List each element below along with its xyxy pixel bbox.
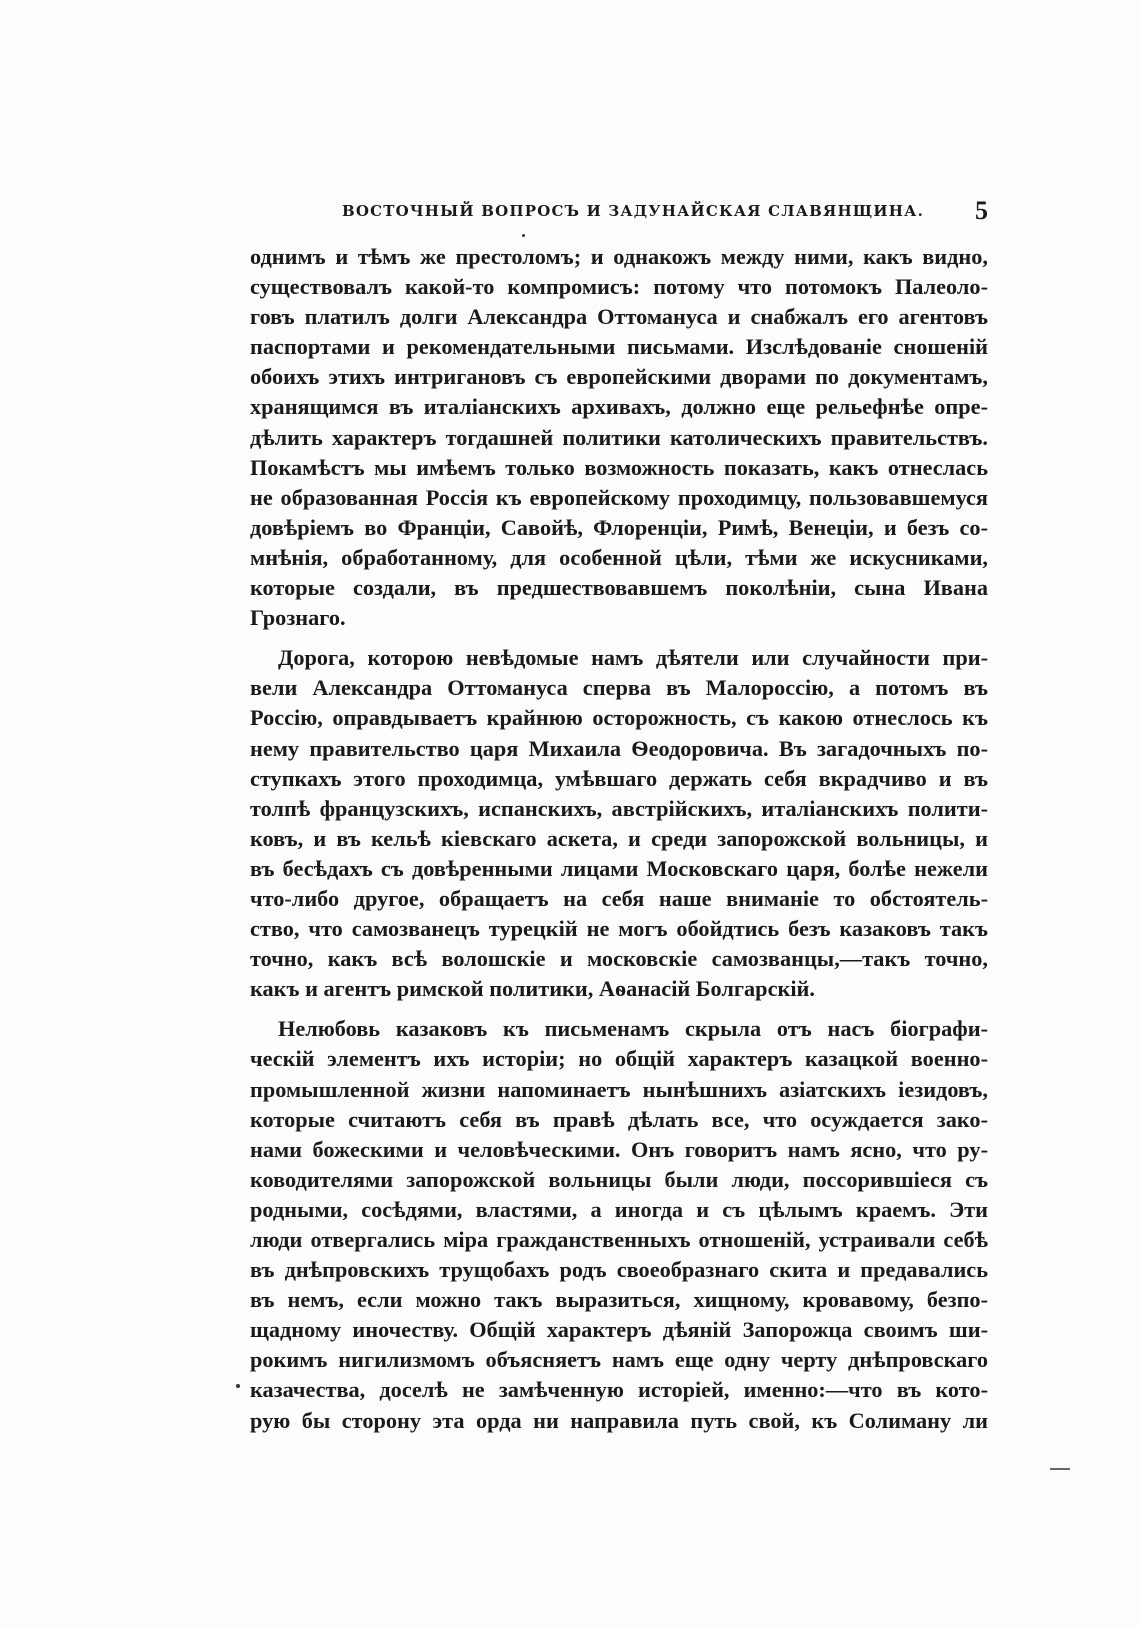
text-line: Россію, оправдываетъ крайнюю осторожность, съ какою отнеслось къ: [250, 705, 988, 731]
text-line: какъ и агентъ римской политики, Аѳанасій Болгарскій.: [250, 976, 815, 1002]
text-line: довѣріемъ во Франціи, Савойѣ, Флоренціи, Римѣ, Венеціи, и безъ со-: [250, 514, 988, 540]
text-line: точно, какъ всѣ волошскіе и московскіе самозванцы,—такъ точно,: [250, 946, 988, 972]
paragraph: [250, 1014, 988, 1435]
text-line: промышленной жизни напоминаетъ нынѣшнихъ азіатскихъ іезидовъ,: [250, 1076, 988, 1102]
text-line: обоихъ этихъ интригановъ съ европейскими дворами по документамъ,: [250, 364, 988, 390]
text-line: нами божескими и человѣческими. Онъ говоритъ намъ ясно, что ру-: [250, 1136, 988, 1162]
running-head: [250, 196, 988, 230]
paragraph: [250, 242, 988, 633]
text-line: ческій элементъ ихъ исторіи; но общій характеръ казацкой военно-: [250, 1046, 988, 1072]
text-line: толпѣ французскихъ, испанскихъ, австрійскихъ, италіанскихъ полити-: [250, 795, 988, 821]
text-line: Покамѣстъ мы имѣемъ только возможность показать, какъ отнеслась: [250, 454, 988, 480]
text-line: рую бы сторону эта орда ни направила путь свой, къ Солиману ли: [250, 1407, 988, 1433]
text-line: ступкахъ этого проходимца, умѣвшаго держать себя вкрадчиво и въ: [250, 765, 988, 791]
text-line: Нелюбовь казаковъ къ письменамъ скрыла отъ насъ біографи-: [278, 1016, 988, 1042]
text-line: мнѣнія, обработанному, для особенной цѣли, тѣми же искусниками,: [250, 544, 988, 570]
text-line: не образованная Россія къ европейскому проходимцу, пользовавшемуся: [250, 484, 988, 510]
text-line: ковъ, и въ кельѣ кіевскаго аскета, и среди запорожской вольницы, и: [250, 825, 988, 851]
paragraph-gap: [250, 1004, 988, 1014]
text-line: нему правительство царя Михаила Ѳеодоровича. Въ загадочныхъ по-: [250, 735, 988, 761]
text-line: казачества, доселѣ не замѣченную исторіей, именно:—что въ кото-: [250, 1377, 988, 1403]
text-line: вели Александра Оттомануса сперва въ Малороссію, а потомъ въ: [250, 675, 988, 701]
text-line: паспортами и рекомендательными письмами. Изслѣдованіе сношеній: [250, 334, 988, 360]
text-line: существовалъ какой-то компромисъ: потому что потомокъ Палеоло-: [250, 274, 988, 300]
margin-mark: [1050, 1468, 1070, 1470]
text-line: однимъ и тѣмъ же престоломъ; и однакожъ между ними, какъ видно,: [250, 244, 988, 269]
text-line: которые создали, въ предшествовавшемъ поколѣніи, сына Ивана: [250, 575, 988, 601]
text-line: ководителями запорожской вольницы были люди, поссорившіеся съ: [250, 1166, 988, 1192]
page-number: 5: [975, 196, 988, 225]
text-line: Грознаго.: [250, 605, 346, 631]
text-line: дѣлить характеръ тогдашней политики католическихъ правительствъ.: [250, 424, 988, 450]
running-title: ВОСТОЧНЫЙ ВОПРОСЪ И ЗАДУНАЙСКАЯ СЛАВЯНЩИНА.: [342, 202, 924, 220]
text-line: Дорога, которою невѣдомые намъ дѣятели или случайности при-: [278, 645, 988, 671]
print-speck: [236, 1384, 240, 1388]
text-line: родными, сосѣдями, властями, а иногда и съ цѣлымъ краемъ. Эти: [250, 1196, 988, 1222]
text-line: хранящимся въ италіанскихъ архивахъ, должно еще рельефнѣе опре-: [250, 394, 988, 420]
text-line: рокимъ нигилизмомъ объясняетъ намъ еще одну черту днѣпровскаго: [250, 1347, 988, 1373]
paragraph: [250, 643, 988, 1004]
text-line: въ днѣпровскихъ трущобахъ родъ своеобразнаго скита и предавались: [250, 1257, 988, 1283]
paragraph-gap: [250, 633, 988, 643]
print-speck: [522, 234, 525, 237]
text-line: говъ платилъ долги Александра Оттомануса и снабжалъ его агентовъ: [250, 304, 988, 330]
body-text: [250, 242, 988, 1436]
text-line: въ немъ, если можно такъ выразиться, хищному, кровавому, безпо-: [250, 1287, 988, 1313]
text-line: въ бесѣдахъ съ довѣренными лицами Московскаго царя, болѣе нежели: [250, 855, 988, 881]
text-line: которые считаютъ себя въ правѣ дѣлать все, что осуждается зако-: [250, 1106, 988, 1132]
text-line: что-либо другое, обращаетъ на себя наше вниманіе то обстоятель-: [250, 885, 988, 911]
text-line: ство, что самозванецъ турецкій не могъ обойдтись безъ казаковъ такъ: [250, 916, 988, 942]
text-line: щадному иночеству. Общій характеръ дѣяній Запорожца своимъ ши-: [250, 1317, 988, 1343]
text-line: люди отвергались міра гражданственныхъ отношеній, устраивали себѣ: [250, 1227, 988, 1252]
